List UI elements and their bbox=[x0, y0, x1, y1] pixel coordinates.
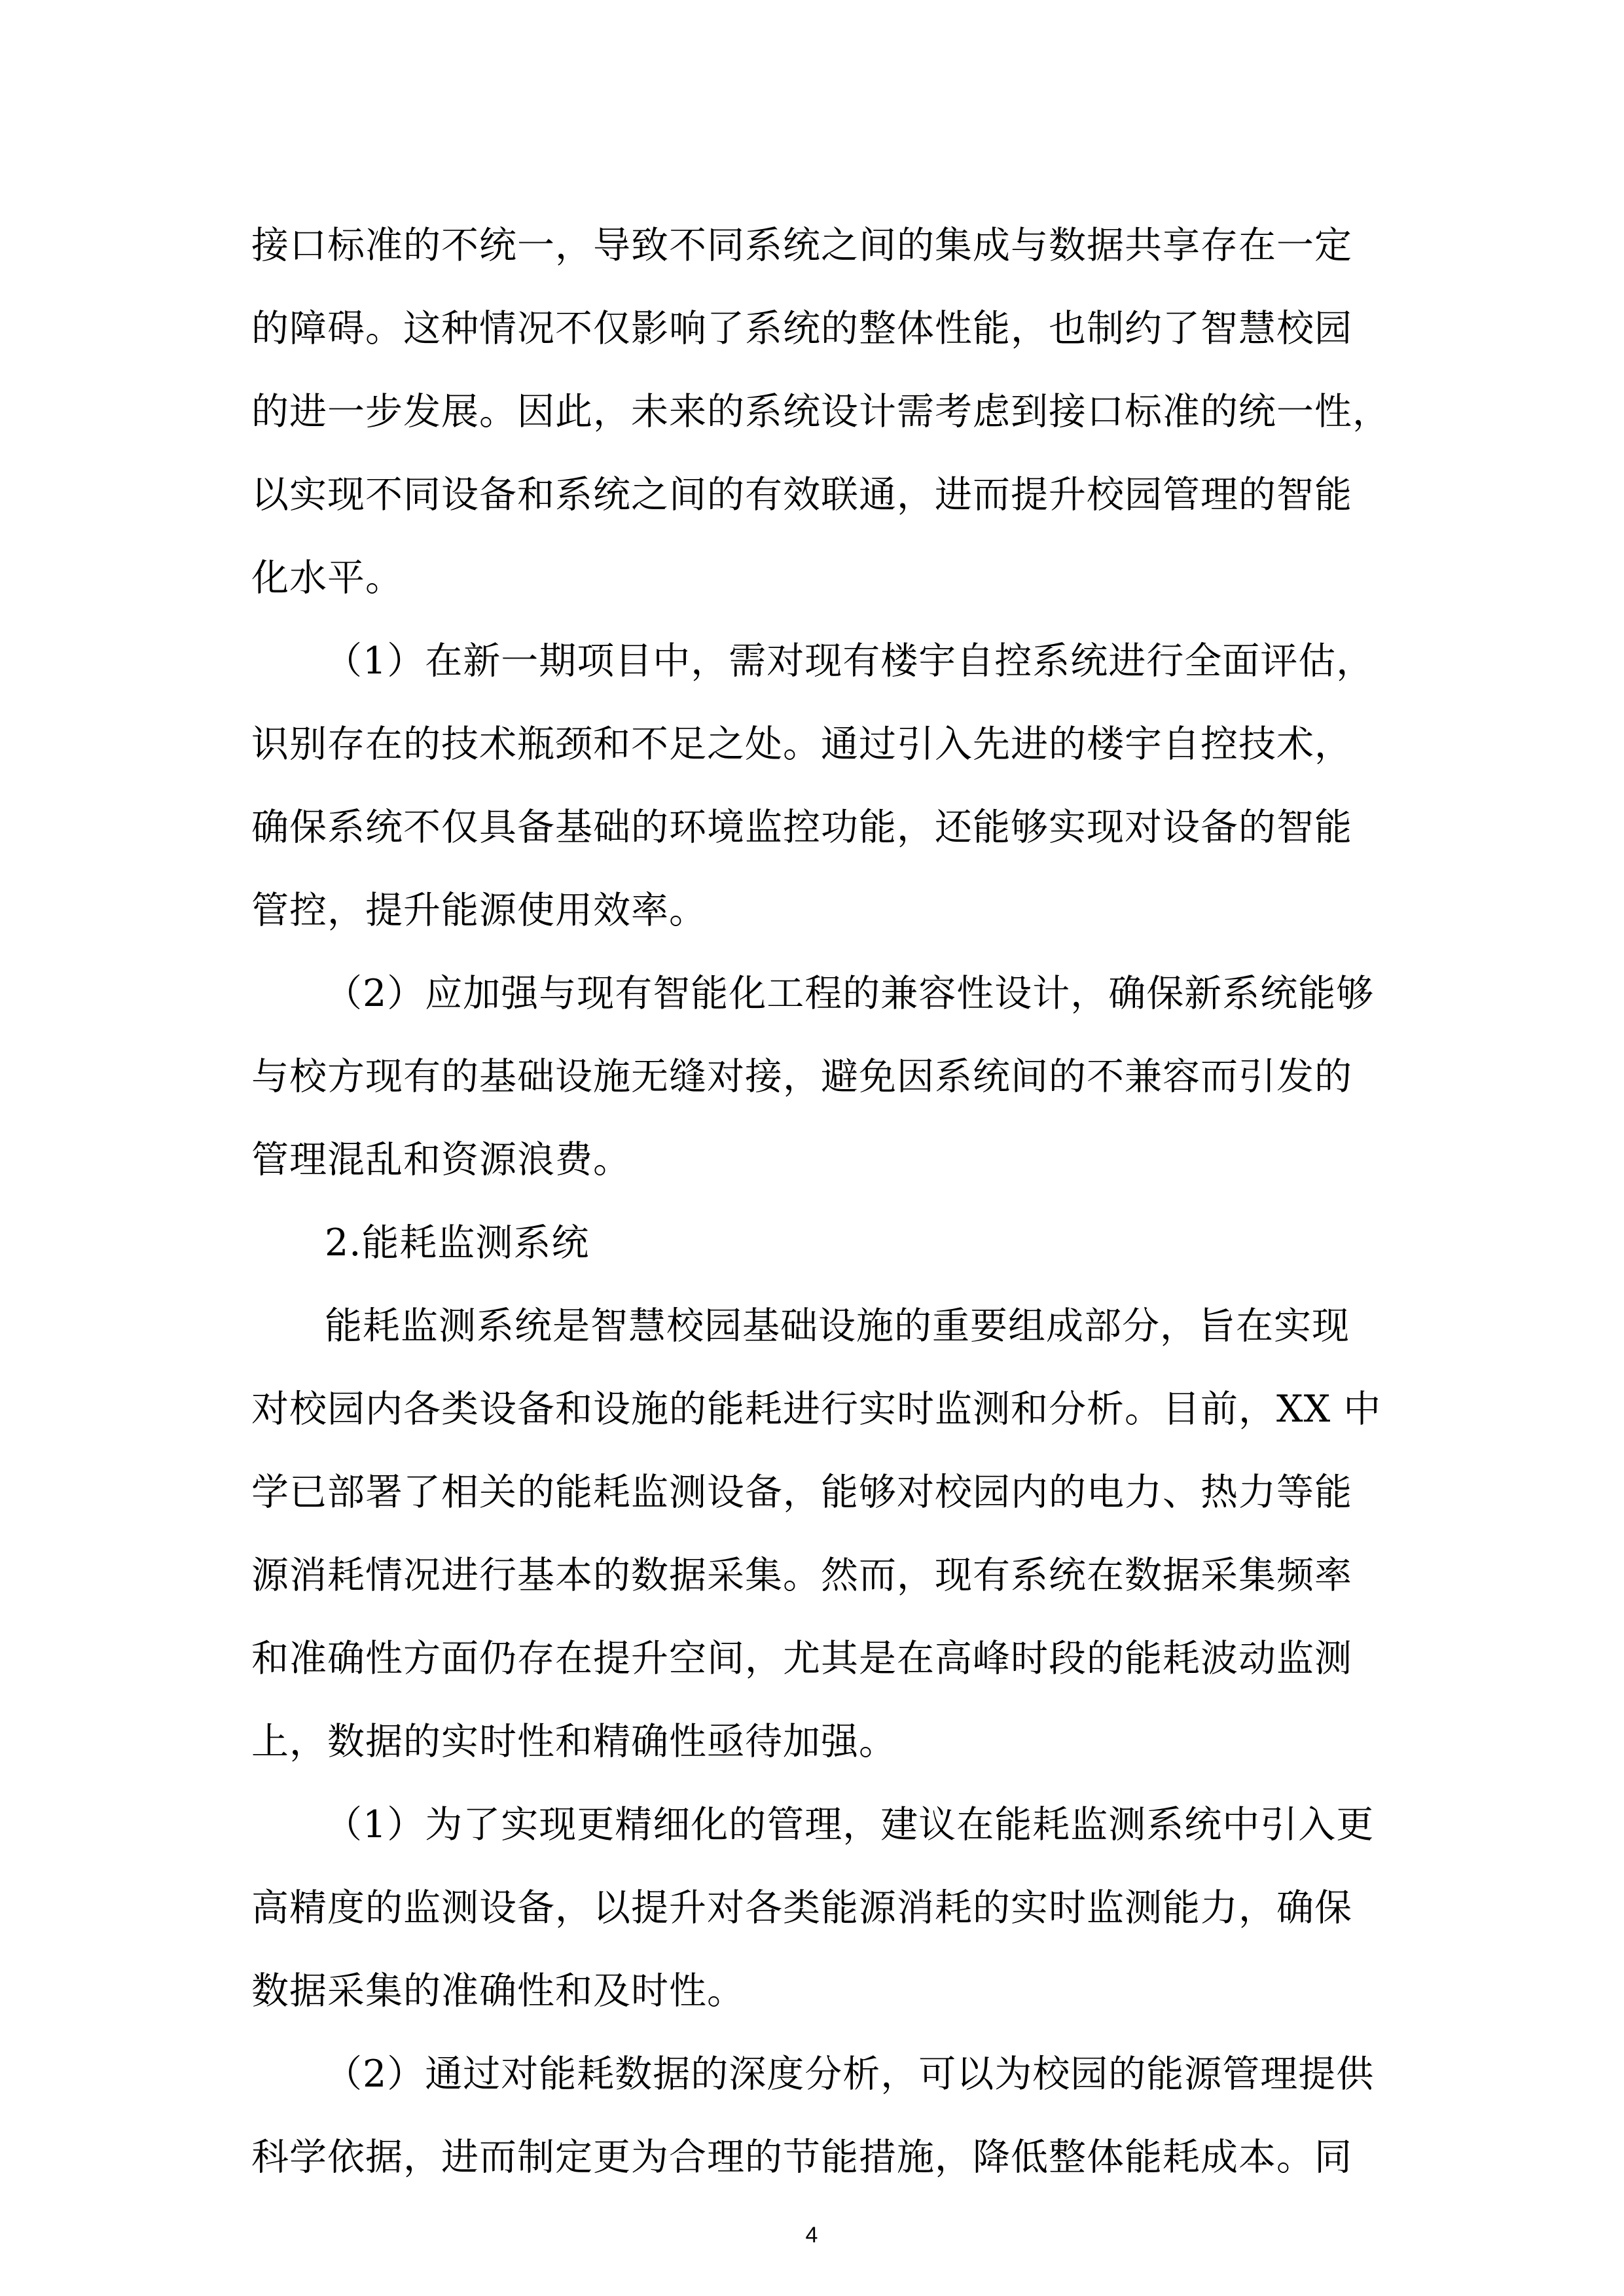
text-line: 与校方现有的基础设施无缝对接，避免因系统间的不兼容而引发的 bbox=[251, 1055, 1352, 1098]
text-line: 学已部署了相关的能耗监测设备，能够对校园内的电力、热力等能 bbox=[251, 1471, 1352, 1514]
text-line: 和准确性方面仍存在提升空间，尤其是在高峰时段的能耗波动监测 bbox=[251, 1637, 1352, 1680]
text-line: 管理混乱和资源浪费。 bbox=[251, 1138, 631, 1181]
text-line: 的进一步发展。因此，未来的系统设计需考虑到接口标准的统一性， bbox=[251, 390, 1390, 433]
text-line: 能耗监测系统是智慧校园基础设施的重要组成部分，旨在实现 bbox=[325, 1304, 1350, 1348]
text-line: 源消耗情况进行基本的数据采集。然而，现有系统在数据采集频率 bbox=[251, 1554, 1352, 1597]
page-number: 4 bbox=[805, 2223, 818, 2248]
text-line: 高精度的监测设备，以提升对各类能源消耗的实时监测能力，确保 bbox=[251, 1886, 1352, 1929]
text-line: （1）在新一期项目中，需对现有楼宇自控系统进行全面评估， bbox=[325, 639, 1375, 683]
text-line: 科学依据，进而制定更为合理的节能措施，降低整体能耗成本。同 bbox=[251, 2136, 1352, 2179]
text-line: 以实现不同设备和系统之间的有效联通，进而提升校园管理的智能 bbox=[251, 473, 1352, 516]
text-line: （1）为了实现更精细化的管理，建议在能耗监测系统中引入更 bbox=[325, 1803, 1375, 1846]
section-heading: 2.能耗监测系统 bbox=[325, 1221, 590, 1265]
text-line: （2）通过对能耗数据的深度分析，可以为校园的能源管理提供 bbox=[325, 2053, 1375, 2096]
text-line: 对校园内各类设备和设施的能耗进行实时监测和分析。目前，XX 中 bbox=[251, 1388, 1382, 1431]
text-line: 化水平。 bbox=[251, 556, 403, 600]
text-line: 的障碍。这种情况不仅影响了系统的整体性能，也制约了智慧校园 bbox=[251, 307, 1352, 350]
text-line: 接口标准的不统一，导致不同系统之间的集成与数据共享存在一定 bbox=[251, 224, 1352, 267]
text-line: 识别存在的技术瓶颈和不足之处。通过引入先进的楼宇自控技术， bbox=[251, 723, 1352, 766]
text-line: 数据采集的准确性和及时性。 bbox=[251, 1969, 745, 2013]
text-line: （2）应加强与现有智能化工程的兼容性设计，确保新系统能够 bbox=[325, 972, 1375, 1015]
text-line: 上，数据的实时性和精确性亟待加强。 bbox=[251, 1720, 897, 1763]
text-line: 管控，提升能源使用效率。 bbox=[251, 889, 707, 932]
text-line: 确保系统不仅具备基础的环境监控功能，还能够实现对设备的智能 bbox=[251, 806, 1352, 849]
